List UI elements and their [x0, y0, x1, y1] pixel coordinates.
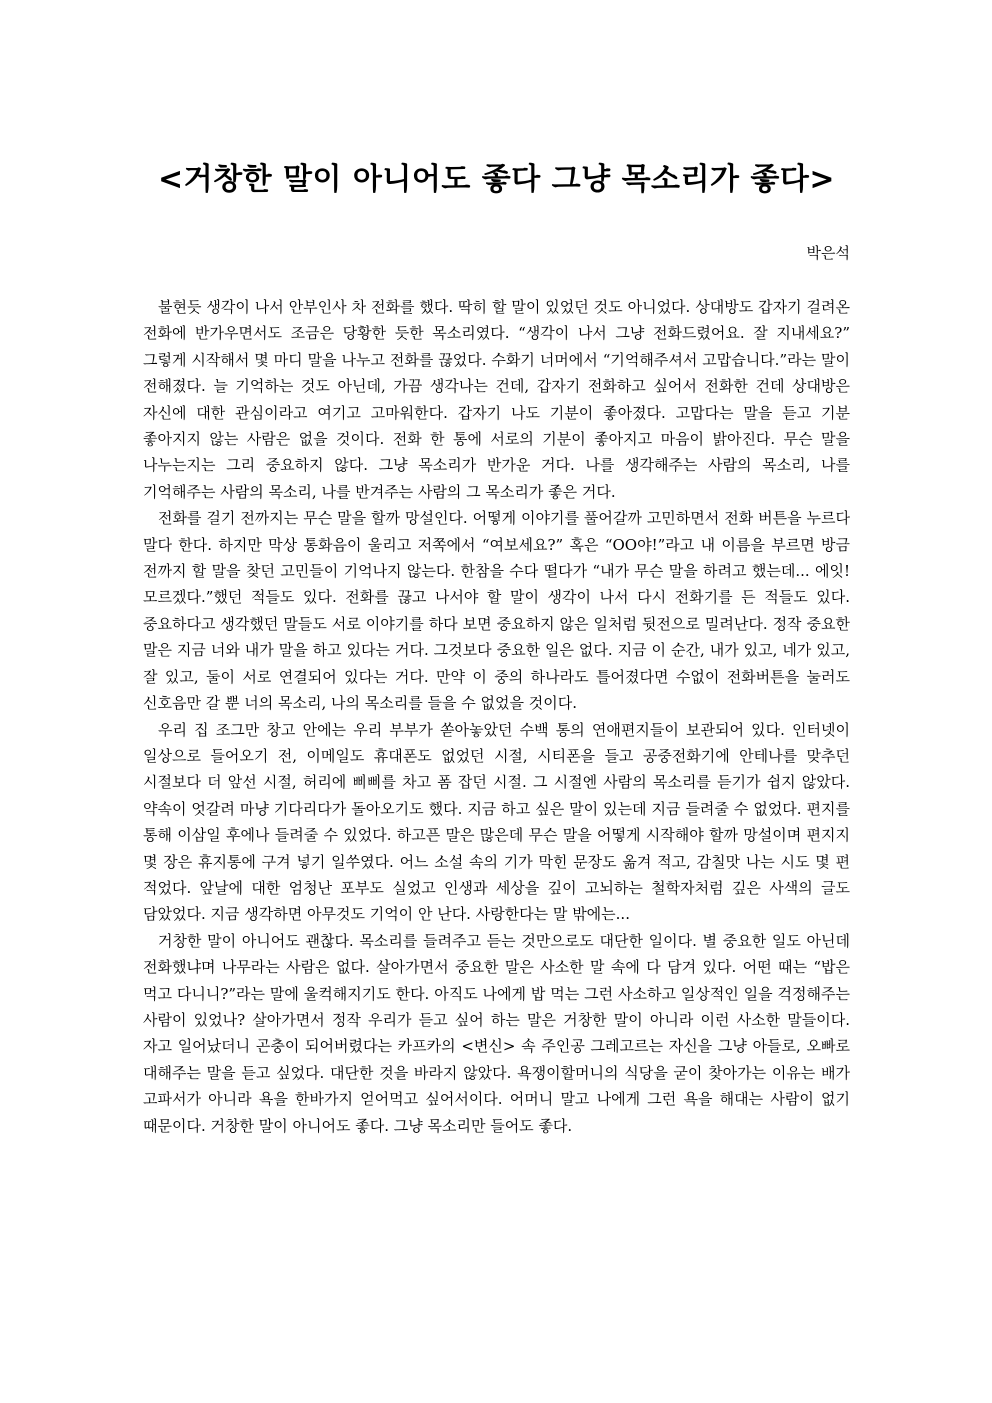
document-body [143, 294, 850, 1139]
body-paragraph-4: 거창한 말이 아니어도 괜찮다. 목소리를 들려주고 듣는 것만으로도 대단한 일이다. 별 중요한 일도 아닌데 전화했냐며 나무라는 사람은 없다. 살아가면서 중요한 말은 사소한 말 속에 다 담겨 있다. 어떤 때는 “밥은 먹고 다니니?”라는 말에 울컥해지기도 한다. 아직도 나에게 밥 먹는 그런 사소하고 일상적인 일을 걱정해주는 사람이 있었나? 살아가면서 정작 우리가 듣고 싶어 하는 말은 거창한 말이 아니라 이런 사소한 말들이다. 자고 일어났더니 곤충이 되어버렸다는 카프카의 <변신> 속 주인공 그레고르는 자신을 그냥 아들로, 오빠로 대해주는 말을 듣고 싶었다. 대단한 것을 바라지 않았다. 욕쟁이할머니의 식당을 굳이 찾아가는 이유는 배가 고파서가 아니라 욕을 한바가지 얻어먹고 싶어서이다. 어머니 말고 나에게 그런 욕을 해대는 사람이 없기 때문이다. 거창한 말이 아니어도 좋다. 그냥 목소리만 들어도 좋다. [143, 931, 850, 1135]
body-paragraph-2: 전화를 걸기 전까지는 무슨 말을 할까 망설인다. 어떻게 이야기를 풀어갈까 고민하면서 전화 버튼을 누르다 말다 한다. 하지만 막상 통화음이 울리고 저쪽에서 “여보세요?” 혹은 “OO야!”라고 내 이름을 부르면 방금 전까지 할 말을 찾던 고민들이 기억나지 않는다. 한참을 수다 떨다가 “내가 무슨 말을 하려고 했는데... 에잇! 모르겠다.”했던 적들도 있다. 전화를 끊고 나서야 할 말이 생각이 나서 다시 전화기를 든 적들도 있다. 중요하다고 생각했던 말들도 서로 이야기를 하다 보면 중요하지 않은 일처럼 뒷전으로 밀려난다. 정작 중요한 말은 지금 너와 내가 말을 하고 있다는 거다. 그것보다 중요한 일은 없다. 지금 이 순간, 내가 있고, 네가 있고, 잘 있고, 둘이 서로 연결되어 있다는 거다. 만약 이 중의 하나라도 틀어졌다면 수없이 전화버튼을 눌러도 신호음만 갈 뿐 너의 목소리, 나의 목소리를 들을 수 없었을 것이다. [143, 509, 850, 713]
author-name: 박은석 [806, 244, 850, 262]
body-paragraph-1: 불현듯 생각이 나서 안부인사 차 전화를 했다. 딱히 할 말이 있었던 것도 아니었다. 상대방도 갑자기 걸려온 전화에 반가우면서도 조금은 당황한 듯한 목소리였다. “생각이 나서 그냥 전화드렸어요. 잘 지내세요?” 그렇게 시작해서 몇 마디 말을 나누고 전화를 끊었다. 수화기 너머에서 “기억해주셔서 고맙습니다.”라는 말이 전해졌다. 늘 기억하는 것도 아닌데, 가끔 생각나는 건데, 갑자기 전화하고 싶어서 전화한 건데 상대방은 자신에 대한 관심이라고 여기고 고마워한다. 갑자기 나도 기분이 좋아졌다. 고맙다는 말을 듣고 기분 좋아지지 않는 사람은 없을 것이다. 전화 한 통에 서로의 기분이 좋아지고 마음이 밝아진다. 무슨 말을 나누는지는 그리 중요하지 않다. 그냥 목소리가 반가운 거다. 나를 생각해주는 사람의 목소리, 나를 기억해주는 사람의 목소리, 나를 반겨주는 사람의 그 목소리가 좋은 거다. [143, 298, 850, 501]
body-paragraph-3: 우리 집 조그만 창고 안에는 우리 부부가 쏟아놓았던 수백 통의 연애편지들이 보관되어 있다. 인터넷이 일상으로 들어오기 전, 이메일도 휴대폰도 없었던 시절, 시티폰을 들고 공중전화기에 안테나를 맞추던 시절보다 더 앞선 시절, 허리에 삐삐를 차고 폼 잡던 시절. 그 시절엔 사람의 목소리를 듣기가 쉽지 않았다. 약속이 엇갈려 마냥 기다리다가 돌아오기도 했다. 지금 하고 싶은 말이 있는데 지금 들려줄 수 없었다. 편지를 통해 이삼일 후에나 들려줄 수 있었다. 하고픈 말은 많은데 무슨 말을 어떻게 시작해야 할까 망설이며 편지지 몇 장은 휴지통에 구겨 넣기 일쑤였다. 어느 소설 속의 기가 막힌 문장도 옮겨 적고, 감칠맛 나는 시도 몇 편 적었다. 앞날에 대한 엄청난 포부도 실었고 인생과 세상을 깊이 고뇌하는 철학자처럼 깊은 사색의 글도 담았었다. 지금 생각하면 아무것도 기억이 안 난다. 사랑한다는 말 밖에는... [143, 720, 850, 924]
document-title: <거창한 말이 아니어도 좋다 그냥 목소리가 좋다> [157, 162, 836, 197]
